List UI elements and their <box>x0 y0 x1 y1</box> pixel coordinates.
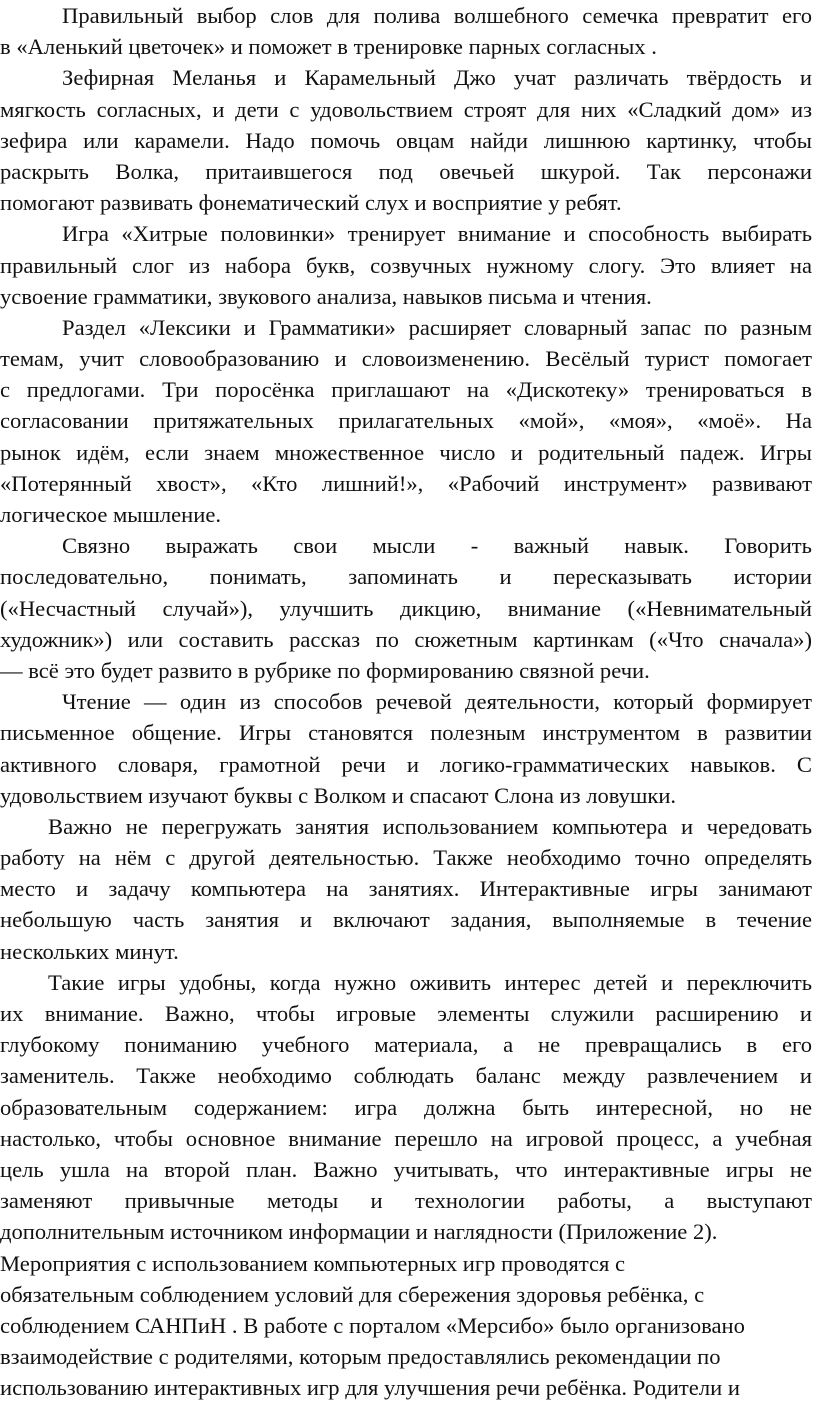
text-line: заменяют привычные методы и технологии работы, а выступают <box>0 1185 812 1216</box>
text-line: темам, учит словообразованию и словоизменению. Весёлый турист помогает <box>0 343 812 374</box>
text-line: рынок идём, если знаем множественное число и родительный падеж. Игры <box>0 437 812 468</box>
text-line: Зефирная Меланья и Карамельный Джо учат различать твёрдость и <box>0 62 812 93</box>
text-line: помогают развивать фонематический слух и восприятие у ребят. <box>0 187 812 218</box>
text-line: заменитель. Также необходимо соблюдать баланс между развлечением и <box>0 1060 812 1091</box>
text-line: соблюдением САНПиН . В работе с порталом «Мерсибо» было организовано <box>0 1310 812 1341</box>
paragraph <box>0 218 812 312</box>
text-line: активного словаря, грамотной речи и логико-грамматических навыков. С <box>0 749 812 780</box>
text-line: нескольких минут. <box>0 936 812 967</box>
text-line: в «Аленький цветочек» и поможет в тренировке парных согласных . <box>0 31 812 62</box>
text-line: усвоение грамматики, звукового анализа, навыков письма и чтения. <box>0 281 812 312</box>
text-line: взаимодействие с родителями, которым предоставлялись рекомендации по <box>0 1341 812 1372</box>
text-line: Правильный выбор слов для полива волшебного семечка превратит его <box>0 0 812 31</box>
text-line: цель ушла на второй план. Важно учитывать, что интерактивные игры не <box>0 1154 812 1185</box>
text-line: их внимание. Важно, чтобы игровые элементы служили расширению и <box>0 998 812 1029</box>
text-line: Мероприятия с использованием компьютерных игр проводятся с <box>0 1248 812 1279</box>
text-line: зефира или карамели. Надо помочь овцам найди лишнюю картинку, чтобы <box>0 125 812 156</box>
text-line: глубокому пониманию учебного материала, а не превращались в его <box>0 1029 812 1060</box>
text-line: последовательно, понимать, запоминать и пересказывать истории <box>0 561 812 592</box>
text-line: Раздел «Лексики и Грамматики» расширяет словарный запас по разным <box>0 312 812 343</box>
text-line: настолько, чтобы основное внимание перешло на игровой процесс, а учебная <box>0 1123 812 1154</box>
text-line: Связно выражать свои мысли - важный навык. Говорить <box>0 530 812 561</box>
paragraph <box>0 967 812 1248</box>
text-line: — всё это будет развито в рубрике по формированию связной речи. <box>0 655 812 686</box>
text-line: работу на нём с другой деятельностью. Также необходимо точно определять <box>0 842 812 873</box>
text-line: правильный слог из набора букв, созвучных нужному слогу. Это влияет на <box>0 250 812 281</box>
paragraph <box>0 811 812 967</box>
text-line: место и задачу компьютера на занятиях. Интерактивные игры занимают <box>0 873 812 904</box>
paragraph <box>0 0 812 62</box>
text-line: Игра «Хитрые половинки» тренирует внимание и способность выбирать <box>0 218 812 249</box>
text-line: письменное общение. Игры становятся полезным инструментом в развитии <box>0 717 812 748</box>
paragraph <box>0 1248 812 1403</box>
paragraph <box>0 312 812 530</box>
text-line: логическое мышление. <box>0 499 812 530</box>
paragraph <box>0 62 812 218</box>
text-line: небольшую часть занятия и включают задания, выполняемые в течение <box>0 904 812 935</box>
text-line: с предлогами. Три поросёнка приглашают на «Дискотеку» тренироваться в <box>0 374 812 405</box>
text-line: образовательным содержанием: игра должна быть интересной, но не <box>0 1092 812 1123</box>
text-line: согласовании притяжательных прилагательных «мой», «моя», «моё». На <box>0 405 812 436</box>
text-line: дополнительным источником информации и наглядности (Приложение 2). <box>0 1216 812 1247</box>
text-line: раскрыть Волка, притаившегося под овечьей шкурой. Так персонажи <box>0 156 812 187</box>
text-line: («Несчастный случай»), улучшить дикцию, внимание («Невнимательный <box>0 593 812 624</box>
text-line: Такие игры удобны, когда нужно оживить интерес детей и переключить <box>0 967 812 998</box>
text-line: Чтение — один из способов речевой деятельности, который формирует <box>0 686 812 717</box>
text-line: мягкость согласных, и дети с удовольствием строят для них «Сладкий дом» из <box>0 94 812 125</box>
text-line: обязательным соблюдением условий для сбережения здоровья ребёнка, с <box>0 1279 812 1310</box>
text-line: художник») или составить рассказ по сюжетным картинкам («Что сначала») <box>0 624 812 655</box>
paragraph <box>0 530 812 686</box>
text-line: Важно не перегружать занятия использованием компьютера и чередовать <box>0 811 812 842</box>
paragraph <box>0 686 812 811</box>
text-line: использованию интерактивных игр для улучшения речи ребёнка. Родители и <box>0 1372 812 1403</box>
text-line: удовольствием изучают буквы с Волком и спасают Слона из ловушки. <box>0 780 812 811</box>
text-line: «Потерянный хвост», «Кто лишний!», «Рабочий инструмент» развивают <box>0 468 812 499</box>
